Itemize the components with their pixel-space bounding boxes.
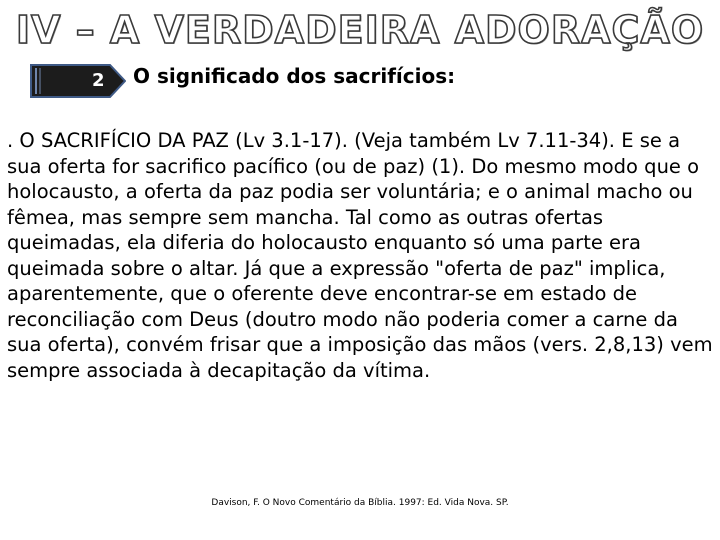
slide-title: IV – A VERDADEIRA ADORAÇÃO [15,8,705,52]
section-number-badge [30,64,126,98]
section-number: 2 [92,70,105,91]
body-paragraph: . O SACRIFÍCIO DA PAZ (Lv 3.1-17). (Veja também Lv 7.11-34). E se a sua oferta for sacrifico pacífico (ou de paz) (1). Do mesmo modo que o holocausto, a oferta da paz podia ser voluntária; e o animal macho ou fêmea, mas sempre sem mancha. Tal como as outras ofertas queimadas, ela diferia do holocausto enquanto só uma parte era queimada sobre o altar. Já que a expressão "oferta de paz" implica, aparentemente, que o oferente deve encontrar-se em estado de reconciliação com Deus (doutro modo não poderia comer a carne da sua oferta), convém frisar que a imposição das mãos (vers. 2,8,13) vem sempre associada à decapitação da vítima. [7,129,713,382]
citation-footnote: Davison, F. O Novo Comentário da Bíblia. 1997: Ed. Vida Nova. SP. [211,498,509,508]
section-subtitle: O significado dos sacrifícios: [133,64,456,88]
arrow-badge-icon [30,64,126,98]
